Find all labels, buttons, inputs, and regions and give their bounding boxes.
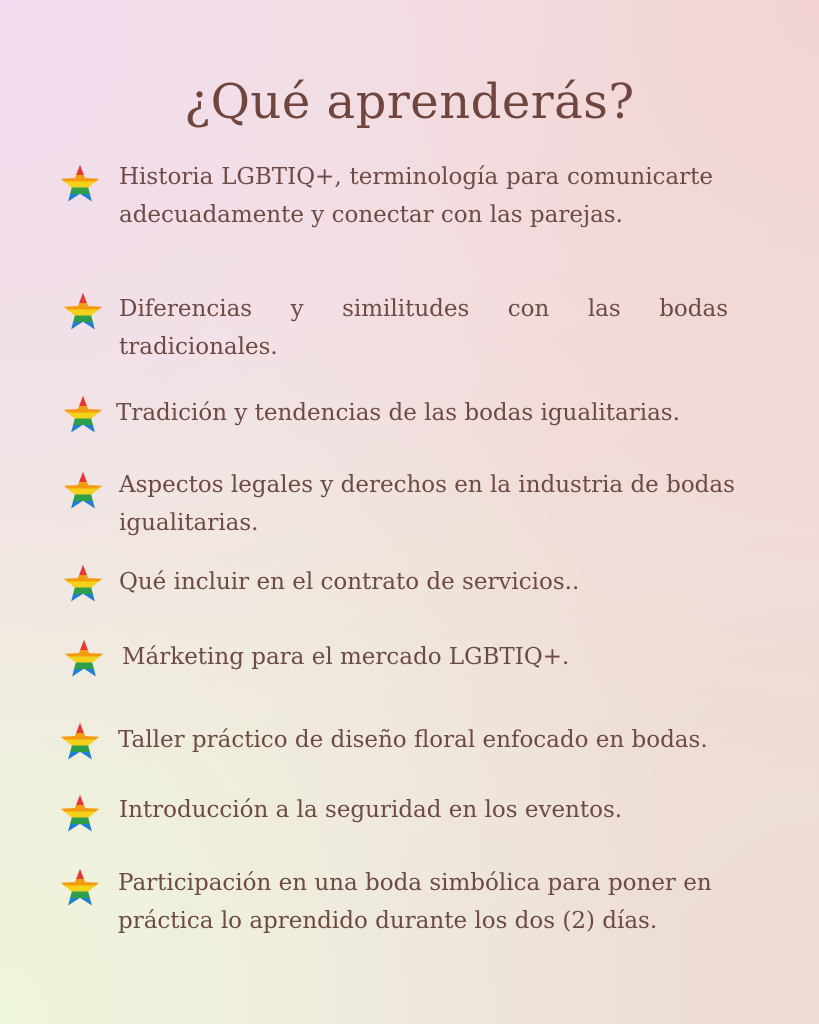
page-title: ¿Qué aprenderás? [184, 74, 635, 130]
rainbow-star-icon [62, 470, 104, 512]
rainbow-star-icon [59, 867, 101, 909]
list-item-text: Tradición y tendencias de las bodas igualitarias. [116, 400, 680, 426]
list-item-text: Aspectos legales y derechos en la industria de bodas igualitarias. [119, 472, 735, 536]
rainbow-star-icon [59, 793, 101, 835]
list-item-text: Introducción a la seguridad en los eventos. [119, 797, 623, 823]
list-item-text: Historia LGBTIQ+, terminología para comunicarte adecuadamente y conectar con las parejas. [119, 164, 713, 228]
list-item-text: Taller práctico de diseño floral enfocado en bodas. [118, 727, 708, 753]
rainbow-star-icon [63, 638, 105, 680]
list-item-text: Participación en una boda simbólica para poner en práctica lo aprendido durante los dos (2) días. [118, 870, 712, 934]
list-item-text: Márketing para el mercado LGBTIQ+. [122, 644, 570, 670]
rainbow-star-icon [62, 563, 104, 605]
rainbow-star-icon [62, 394, 104, 436]
rainbow-star-icon [62, 291, 104, 333]
rainbow-star-icon [59, 721, 101, 763]
list-item-text: Qué incluir en el contrato de servicios.. [119, 569, 580, 595]
rainbow-star-icon [59, 163, 101, 205]
list-item-text: Diferencias y similitudes con las bodas tradicionales. [119, 296, 728, 360]
